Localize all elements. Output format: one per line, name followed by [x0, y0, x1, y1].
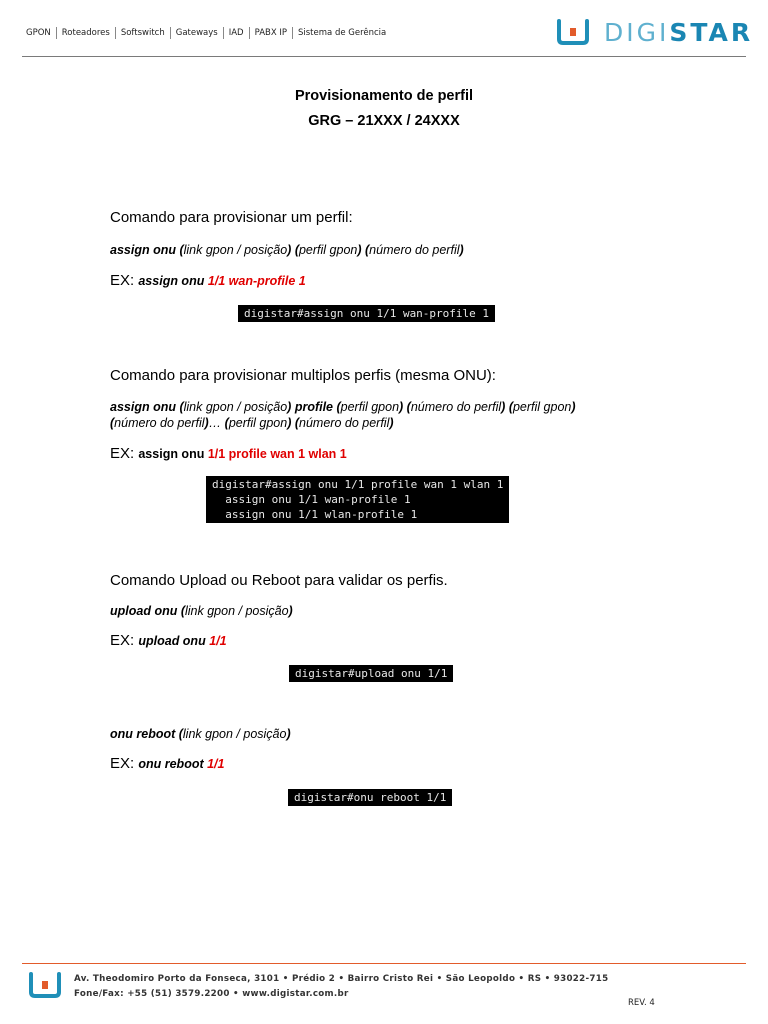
- syntax-param: link gpon / posição: [185, 604, 289, 618]
- nav-item-pabx-ip: PABX IP: [254, 28, 287, 38]
- terminal-output: digistar#onu reboot 1/1: [288, 789, 452, 806]
- logo-wordmark: [604, 17, 754, 47]
- section1-syntax: [110, 242, 670, 258]
- nav-separator: [56, 27, 57, 39]
- nav-item-sistema-de-gerencia: Sistema de Gerência: [298, 28, 387, 38]
- nav-separator: [223, 27, 224, 39]
- syntax-paren: ): [459, 243, 464, 257]
- syntax-paren: ): [287, 416, 292, 430]
- syntax-param: perfil gpon: [298, 243, 358, 257]
- syntax-paren: (: [175, 400, 184, 414]
- revision-label: REV. 4: [628, 998, 655, 1008]
- syntax-paren: (: [403, 400, 411, 414]
- syntax-paren: ): [389, 416, 394, 430]
- syntax-paren: ): [286, 727, 291, 741]
- reboot-syntax: [110, 726, 670, 742]
- syntax-param: perfil gpon: [340, 400, 400, 414]
- section2-heading: Comando para provisionar multiplos perfis (mesma ONU):: [110, 367, 496, 384]
- syntax-paren: ): [288, 604, 293, 618]
- syntax-param: número do perfil: [369, 243, 460, 257]
- syntax-command: assign onu: [110, 243, 176, 257]
- footer-divider: [22, 963, 746, 964]
- section2-syntax: [110, 399, 670, 431]
- example-command: upload onu: [138, 634, 210, 648]
- section1-example: [110, 272, 306, 289]
- nav-separator: [292, 27, 293, 39]
- nav-separator: [249, 27, 250, 39]
- nav-separator: [170, 27, 171, 39]
- footer-contact: Fone/Fax: +55 (51) 3579.2200 • www.digistar.com.br: [74, 989, 349, 999]
- syntax-paren: ): [501, 400, 506, 414]
- syntax-paren: (: [175, 727, 183, 741]
- syntax-param: perfil gpon: [228, 416, 288, 430]
- syntax-keyword: profile: [291, 400, 334, 414]
- syntax-paren: (: [361, 243, 370, 257]
- terminal-output: digistar#upload onu 1/1: [289, 665, 453, 682]
- terminal-output: digistar#assign onu 1/1 profile wan 1 wlan 1 assign onu 1/1 wan-profile 1 assign onu 1/1 wlan-profile 1: [206, 476, 509, 523]
- syntax-command: assign onu: [110, 400, 176, 414]
- example-argument: 1/1: [209, 634, 227, 648]
- nav-item-softswitch: Softswitch: [120, 28, 165, 38]
- syntax-paren: ): [571, 400, 576, 414]
- syntax-paren: (: [175, 243, 184, 257]
- syntax-param: número do perfil: [410, 400, 502, 414]
- top-nav: [26, 27, 386, 39]
- terminal-output: digistar#assign onu 1/1 wan-profile 1: [238, 305, 495, 322]
- syntax-paren: ): [287, 400, 292, 414]
- digistar-logo-icon: [556, 19, 590, 45]
- syntax-param: link gpon / posição: [182, 727, 287, 741]
- nav-separator: [115, 27, 116, 39]
- example-command: assign onu: [138, 447, 208, 461]
- syntax-param: link gpon / posição: [183, 243, 288, 257]
- upload-syntax: [110, 603, 670, 619]
- syntax-paren: (: [505, 400, 513, 414]
- syntax-paren: ): [287, 243, 292, 257]
- example-prefix: EX:: [110, 272, 139, 289]
- logo-text-bold: STAR: [669, 17, 754, 47]
- digistar-footer-icon: [28, 972, 62, 998]
- logo-text-light: DIGI: [604, 17, 670, 47]
- syntax-paren: (: [291, 243, 299, 257]
- reboot-example: [110, 755, 225, 772]
- syntax-ellipsis: …: [208, 416, 225, 430]
- example-command: assign onu: [138, 274, 208, 288]
- syntax-paren: (: [177, 604, 185, 618]
- example-argument: 1/1 wan-profile 1: [207, 274, 306, 288]
- syntax-command: onu reboot: [110, 727, 176, 741]
- syntax-param: perfil gpon: [512, 400, 572, 414]
- example-prefix: EX:: [110, 632, 139, 649]
- syntax-paren: ): [204, 416, 209, 430]
- example-command: onu reboot: [138, 757, 208, 771]
- syntax-paren: (: [291, 416, 300, 430]
- header-divider: [22, 56, 746, 57]
- section3-heading: Comando Upload ou Reboot para validar os perfis.: [110, 572, 448, 589]
- syntax-paren: ): [357, 243, 362, 257]
- syntax-paren: ): [399, 400, 404, 414]
- syntax-paren: (: [110, 416, 115, 430]
- syntax-param: número do perfil: [299, 416, 390, 430]
- section2-example: [110, 445, 347, 462]
- digistar-logo: [556, 19, 753, 45]
- nav-item-iad: IAD: [228, 28, 244, 38]
- syntax-paren: (: [224, 416, 229, 430]
- nav-item-gateways: Gateways: [175, 28, 218, 38]
- example-prefix: EX:: [110, 445, 139, 462]
- nav-item-gpon: GPON: [26, 28, 51, 38]
- section1-heading: Comando para provisionar um perfil:: [110, 209, 353, 226]
- syntax-param: link gpon / posição: [183, 400, 288, 414]
- syntax-paren: (: [333, 400, 341, 414]
- footer-address: Av. Theodomiro Porto da Fonseca, 3101 • Prédio 2 • Bairro Cristo Rei • São Leopoldo • RS • 93022-715: [74, 974, 609, 984]
- example-prefix: EX:: [110, 755, 139, 772]
- syntax-param: número do perfil: [114, 416, 205, 430]
- page-title: Provisionamento de perfil: [294, 88, 474, 104]
- example-argument: 1/1: [207, 757, 225, 771]
- nav-item-roteadores: Roteadores: [61, 28, 110, 38]
- upload-example: [110, 632, 227, 649]
- page-subtitle: GRG – 21XXX / 24XXX: [308, 113, 460, 129]
- syntax-command: upload onu: [110, 604, 178, 618]
- example-argument: 1/1 profile wan 1 wlan 1: [207, 447, 347, 461]
